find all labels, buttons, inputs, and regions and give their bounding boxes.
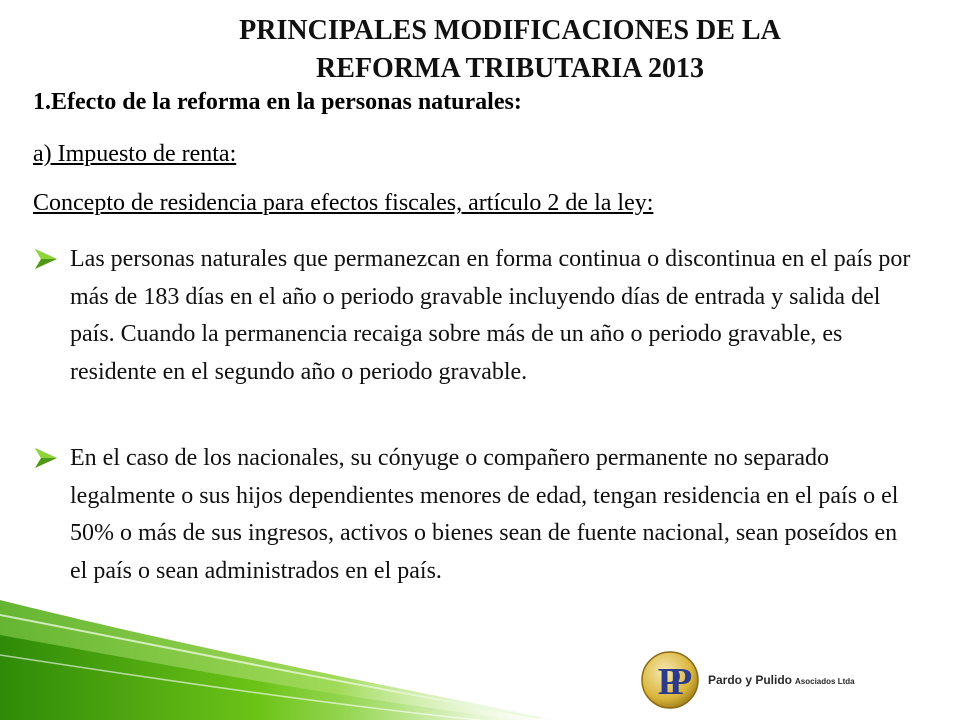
arrowhead-bullet-icon	[33, 247, 59, 271]
company-logo	[640, 650, 880, 710]
arrowhead-bullet-icon	[33, 446, 59, 470]
bullet-item-residence-days	[33, 241, 913, 391]
section-heading: 1.Efecto de la reforma en la personas naturales:	[33, 89, 522, 115]
concept-heading: Concepto de residencia para efectos fiscales, artículo 2 de la ley:	[33, 190, 654, 216]
company-name-suffix: Asociados Ltda	[795, 677, 855, 686]
bullet-text: En el caso de los nacionales, su cónyuge o compañero permanente no separado legalmente o sus hijos dependientes menores de edad, tengan residencia en el país o el 50% o más de sus ingresos, activos o bienes sean de fuente nacional, sean poseídos en el país o sean administrados en el país.	[70, 445, 899, 584]
bullet-item-nationals	[33, 440, 913, 590]
logo-mark-letters: PP	[657, 661, 681, 703]
pp-logo-icon	[640, 650, 700, 710]
bullet-text: Las personas naturales que permanezcan en forma continua o discontinua en el país por más de 183 días en el año o periodo gravable incluyendo días de entrada y salida del país. Cuando la permanencia recaiga sobre más de un año o periodo gravable, es residente en el segundo año o periodo gravable.	[70, 246, 911, 385]
title-line-2: REFORMA TRIBUTARIA 2013	[316, 53, 704, 84]
company-name	[708, 671, 855, 689]
company-name-main: Pardo y Pulido	[708, 673, 793, 687]
title-line-1: PRINCIPALES MODIFICACIONES DE LA	[239, 15, 781, 46]
subheading-impuesto: a) Impuesto de renta:	[33, 141, 237, 167]
slide-title	[160, 12, 860, 88]
